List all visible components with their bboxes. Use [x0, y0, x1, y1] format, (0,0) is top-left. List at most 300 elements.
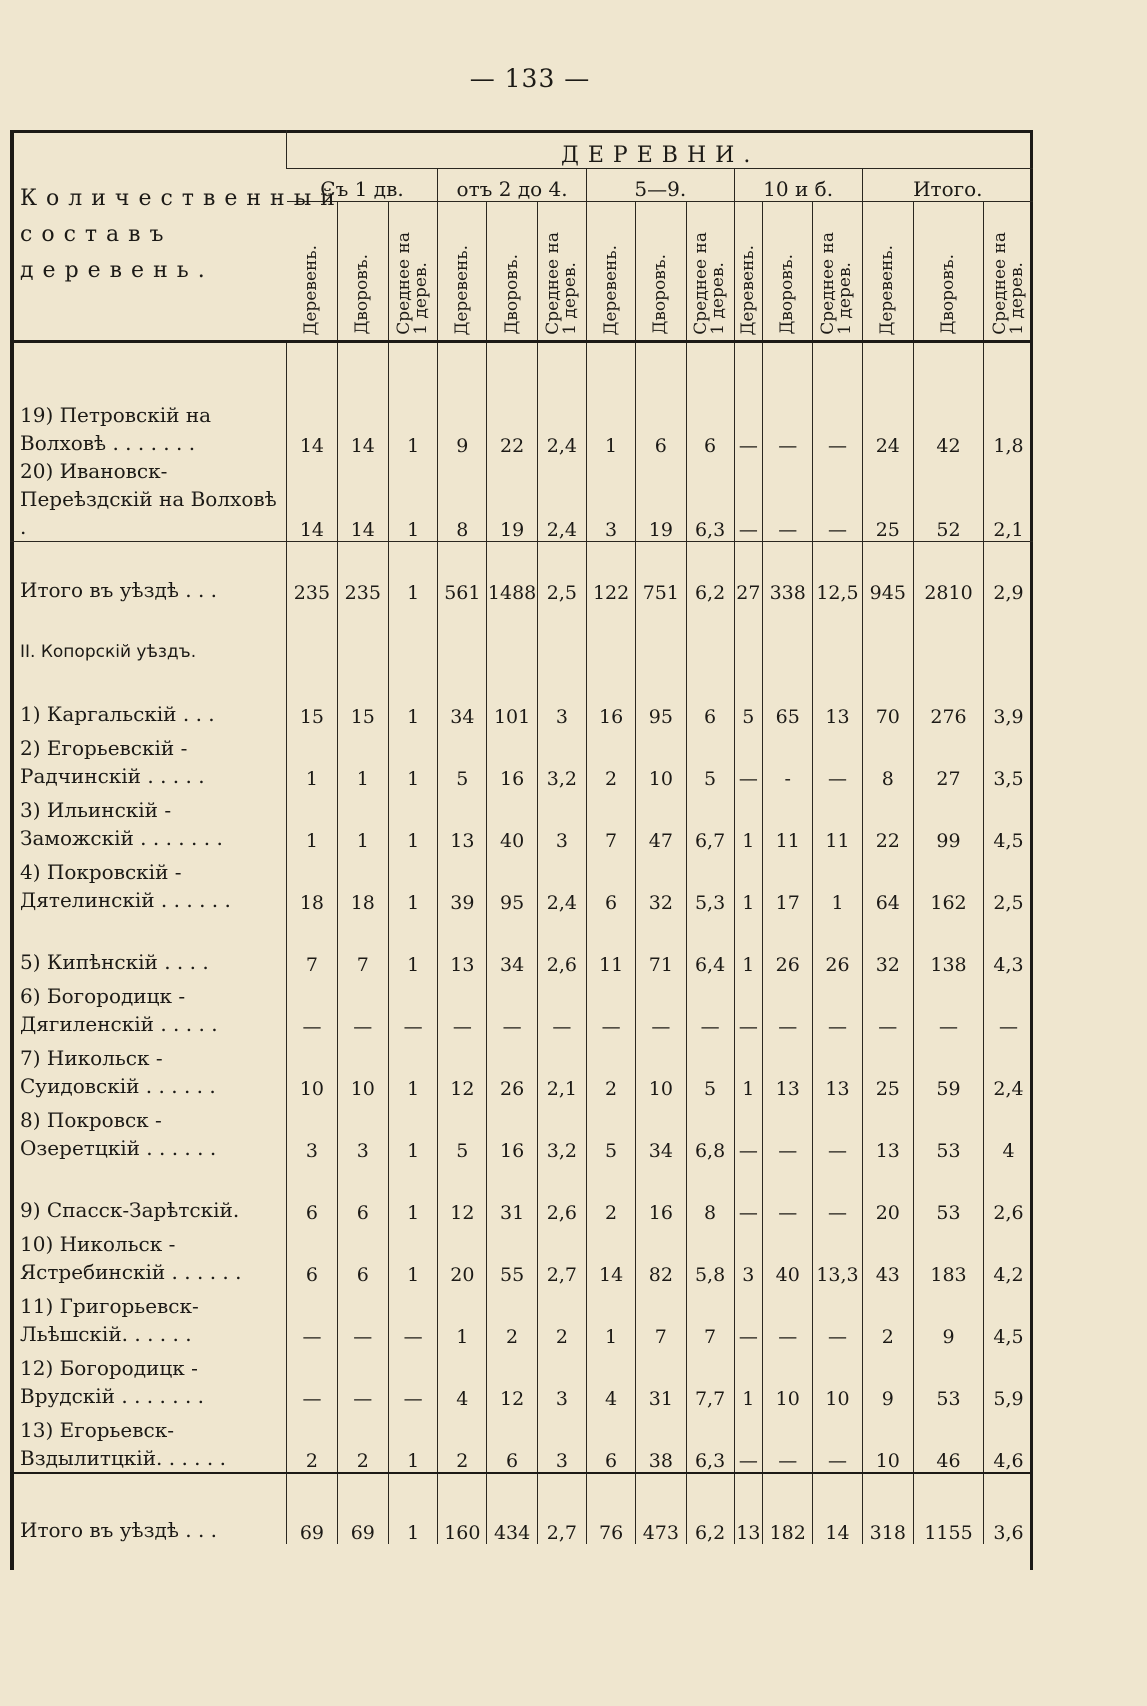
- table-cell: 2,7: [537, 1224, 586, 1286]
- table-cell: 6,7: [686, 790, 734, 852]
- statistics-table: [10, 130, 1033, 1544]
- table-cell: 338: [763, 542, 813, 605]
- table-cell: [636, 604, 686, 666]
- table-cell: 2: [337, 1410, 388, 1473]
- table-cell: 31: [636, 1348, 686, 1410]
- table-cell: 12,5: [813, 542, 862, 605]
- table-cell: —: [734, 1162, 762, 1224]
- table-cell: [586, 604, 635, 666]
- table-cell: 65: [763, 666, 813, 728]
- table-cell: [389, 604, 438, 666]
- table-cell: 1: [389, 852, 438, 914]
- table-cell: 5,9: [984, 1348, 1033, 1410]
- table-cell: 13: [813, 666, 862, 728]
- table-cell: 47: [636, 790, 686, 852]
- table-cell: 18: [337, 852, 388, 914]
- table-cell: 14: [337, 399, 388, 457]
- total-row: [10, 542, 1033, 605]
- row-label: 12) Богородицк - Врудскій . . . . . . .: [20, 1356, 205, 1408]
- table-cell: [686, 604, 734, 666]
- subheader-cell: [487, 202, 537, 342]
- table-cell: 14: [287, 399, 337, 457]
- table-row: [10, 728, 1033, 790]
- group-header: 10 и б.: [734, 169, 862, 202]
- table-cell: 1,8: [984, 399, 1033, 457]
- table-cell: 69: [287, 1473, 337, 1544]
- table-cell: 3: [537, 790, 586, 852]
- table-cell: 95: [636, 666, 686, 728]
- table-cell: 6: [686, 666, 734, 728]
- table-cell: [862, 604, 913, 666]
- column-subheader: Деревень.: [301, 244, 322, 335]
- page-number: — 133 —: [469, 64, 591, 93]
- table-cell: 69: [337, 1473, 388, 1544]
- table-cell: 31: [487, 1162, 537, 1224]
- table-cell: 55: [487, 1224, 537, 1286]
- table-row: [10, 1286, 1033, 1348]
- table-body: [10, 342, 1033, 1545]
- table-row: [10, 666, 1033, 728]
- table-cell: 1: [389, 1100, 438, 1162]
- subheader-cell: [686, 202, 734, 342]
- table-cell: [636, 342, 686, 400]
- table-cell: 1: [389, 790, 438, 852]
- table-cell: 2: [287, 1410, 337, 1473]
- table-cell: 561: [438, 542, 487, 605]
- table-cell: —: [813, 399, 862, 457]
- row-header: Количественный составъ деревень.: [10, 130, 287, 342]
- table-cell: 276: [914, 666, 984, 728]
- table-cell: 473: [636, 1473, 686, 1544]
- column-subheader: Деревень.: [600, 244, 621, 335]
- group-header: Съ 1 дв.: [287, 169, 438, 202]
- table-cell: —: [813, 976, 862, 1038]
- table-cell: 34: [438, 666, 487, 728]
- table-cell: 6: [586, 852, 635, 914]
- table-cell: 5,8: [686, 1224, 734, 1286]
- table-cell: 53: [914, 1100, 984, 1162]
- table-row: [10, 914, 1033, 976]
- table-cell: —: [337, 1286, 388, 1348]
- table-cell: 40: [763, 1224, 813, 1286]
- table-cell: [337, 604, 388, 666]
- table-cell: —: [636, 976, 686, 1038]
- table-cell: 6: [487, 1410, 537, 1473]
- table-cell: —: [487, 976, 537, 1038]
- table-cell: 13: [734, 1473, 762, 1544]
- table-cell: 1: [337, 790, 388, 852]
- table-cell: 1: [586, 1286, 635, 1348]
- column-subheader: Среднее на 1 дерев.: [394, 232, 432, 335]
- table-cell: 14: [287, 457, 337, 542]
- group-header: отъ 2 до 4.: [438, 169, 587, 202]
- table-cell: 15: [337, 666, 388, 728]
- table-cell: —: [813, 728, 862, 790]
- table-cell: —: [763, 1410, 813, 1473]
- row-label: 20) Ивановск-Переѣздскій на Волховѣ .: [20, 459, 277, 539]
- table-cell: —: [813, 1100, 862, 1162]
- table-row: [10, 1038, 1033, 1100]
- table-cell: [586, 342, 635, 400]
- table-cell: 53: [914, 1348, 984, 1410]
- row-label: Итого въ уѣздѣ . . .: [10, 542, 287, 605]
- table-cell: 9: [862, 1348, 913, 1410]
- table-cell: 3: [586, 457, 635, 542]
- table-cell: 1: [389, 1224, 438, 1286]
- table-cell: 26: [813, 914, 862, 976]
- table-cell: 5: [734, 666, 762, 728]
- table-cell: 6,3: [686, 1410, 734, 1473]
- table-cell: —: [763, 1100, 813, 1162]
- group-header: 5—9.: [586, 169, 734, 202]
- table-cell: 10: [287, 1038, 337, 1100]
- table-cell: 6: [337, 1162, 388, 1224]
- table-cell: 13: [438, 914, 487, 976]
- table-cell: 1: [734, 914, 762, 976]
- table-cell: —: [287, 976, 337, 1038]
- table-cell: 235: [287, 542, 337, 605]
- table-cell: 4,2: [984, 1224, 1033, 1286]
- table-cell: 17: [763, 852, 813, 914]
- table-cell: [984, 342, 1033, 400]
- table-cell: —: [984, 976, 1033, 1038]
- total-row: [10, 1473, 1033, 1544]
- table-cell: 26: [487, 1038, 537, 1100]
- table-cell: 40: [487, 790, 537, 852]
- table-cell: 95: [487, 852, 537, 914]
- table-cell: 34: [636, 1100, 686, 1162]
- table-cell: 1: [389, 666, 438, 728]
- column-subheader: Среднее на 1 дерев.: [691, 232, 729, 335]
- table-cell: —: [813, 457, 862, 542]
- table-row: [10, 399, 1033, 457]
- table-cell: [813, 342, 862, 400]
- table-cell: -: [763, 728, 813, 790]
- table-cell: 2810: [914, 542, 984, 605]
- table-cell: 945: [862, 542, 913, 605]
- table-cell: [287, 342, 337, 400]
- table-cell: 751: [636, 542, 686, 605]
- table-cell: 1: [337, 728, 388, 790]
- row-label: 4) Покровскій - Дятелинскій . . . . . .: [20, 860, 231, 912]
- column-subheader: Дворовъ.: [352, 254, 373, 335]
- table-row: [10, 1162, 1033, 1224]
- table-cell: 2: [438, 1410, 487, 1473]
- table-cell: 5: [686, 1038, 734, 1100]
- table-cell: —: [763, 1162, 813, 1224]
- table-cell: 5: [438, 728, 487, 790]
- table-cell: 9: [914, 1286, 984, 1348]
- table-cell: —: [734, 399, 762, 457]
- table-cell: 1: [438, 1286, 487, 1348]
- column-subheader: Дворовъ.: [650, 254, 671, 335]
- table-cell: 1: [734, 1038, 762, 1100]
- column-subheader: Среднее на 1 дерев.: [542, 232, 580, 335]
- table-cell: 22: [862, 790, 913, 852]
- row-label: 11) Григорьевск-Льѣшскій. . . . . .: [20, 1294, 199, 1346]
- table-cell: —: [734, 976, 762, 1038]
- table-cell: —: [763, 457, 813, 542]
- table-cell: 71: [636, 914, 686, 976]
- table-cell: 13,3: [813, 1224, 862, 1286]
- table-cell: 70: [862, 666, 913, 728]
- table-cell: 2,9: [984, 542, 1033, 605]
- table-cell: [813, 604, 862, 666]
- table-row: [10, 1348, 1033, 1410]
- table-cell: 22: [487, 399, 537, 457]
- table-cell: —: [734, 1286, 762, 1348]
- group-header: Итого.: [862, 169, 1033, 202]
- table-cell: 6: [686, 399, 734, 457]
- table-cell: —: [287, 1348, 337, 1410]
- table-cell: 7: [337, 914, 388, 976]
- table-cell: 122: [586, 542, 635, 605]
- table-cell: —: [813, 1286, 862, 1348]
- table-cell: 10: [763, 1348, 813, 1410]
- table-row: [10, 790, 1033, 852]
- spacer-row: [10, 342, 1033, 400]
- table-cell: 64: [862, 852, 913, 914]
- table-cell: —: [763, 399, 813, 457]
- table-cell: 1: [734, 790, 762, 852]
- table-cell: [984, 604, 1033, 666]
- table-cell: 2,6: [537, 914, 586, 976]
- table-cell: —: [734, 457, 762, 542]
- table-row: [10, 976, 1033, 1038]
- table-cell: —: [337, 1348, 388, 1410]
- table-cell: 3: [337, 1100, 388, 1162]
- table-row: [10, 1100, 1033, 1162]
- row-label: 8) Покровск - Озеретцкій . . . . . .: [20, 1108, 217, 1160]
- super-header: ДЕРЕВНИ.: [287, 130, 1033, 169]
- row-label: 6) Богородицк - Дягиленскій . . . . .: [20, 984, 218, 1036]
- table-cell: 14: [813, 1473, 862, 1544]
- table-cell: 34: [487, 914, 537, 976]
- table-cell: 2,6: [984, 1162, 1033, 1224]
- table-cell: —: [438, 976, 487, 1038]
- table-cell: 2,4: [537, 399, 586, 457]
- table-cell: —: [389, 976, 438, 1038]
- row-label: 1) Каргальскій . . .: [20, 702, 215, 726]
- table-cell: 2: [862, 1286, 913, 1348]
- table-cell: 2: [586, 728, 635, 790]
- table-cell: 3,2: [537, 1100, 586, 1162]
- table-cell: 1: [389, 728, 438, 790]
- table-cell: 27: [734, 542, 762, 605]
- table-row: [10, 1224, 1033, 1286]
- row-label: 7) Никольск - Суидовскій . . . . . .: [20, 1046, 216, 1098]
- table-cell: 1: [389, 1410, 438, 1473]
- table-cell: 4: [438, 1348, 487, 1410]
- table-cell: 2,6: [537, 1162, 586, 1224]
- table-cell: 10: [636, 1038, 686, 1100]
- table-cell: 16: [487, 728, 537, 790]
- subheader-cell: [984, 202, 1033, 342]
- table-cell: 1: [734, 852, 762, 914]
- table-cell: 7: [636, 1286, 686, 1348]
- table-cell: 46: [914, 1410, 984, 1473]
- table-cell: 8: [438, 457, 487, 542]
- table-cell: 99: [914, 790, 984, 852]
- table-cell: 2: [586, 1162, 635, 1224]
- table-cell: 11: [813, 790, 862, 852]
- table-cell: 2,5: [537, 542, 586, 605]
- table-cell: [438, 342, 487, 400]
- table-cell: [537, 604, 586, 666]
- table-cell: [389, 342, 438, 400]
- subheader-cell: [862, 202, 913, 342]
- table-cell: [686, 342, 734, 400]
- table-cell: —: [389, 1348, 438, 1410]
- table-cell: [914, 342, 984, 400]
- table-cell: 2: [487, 1286, 537, 1348]
- table-cell: 32: [862, 914, 913, 976]
- table-cell: 2,1: [984, 457, 1033, 542]
- table-cell: 8: [862, 728, 913, 790]
- row-label: 9) Спасск-Зарѣтскій.: [20, 1198, 240, 1222]
- table-cell: —: [763, 976, 813, 1038]
- table-cell: 1: [389, 542, 438, 605]
- table-cell: 6: [287, 1224, 337, 1286]
- table-cell: —: [914, 976, 984, 1038]
- column-subheader: Среднее на 1 дерев.: [989, 232, 1027, 335]
- table-cell: 7: [586, 790, 635, 852]
- table-cell: 6,4: [686, 914, 734, 976]
- table-cell: 5,3: [686, 852, 734, 914]
- column-subheader: Деревень.: [877, 244, 898, 335]
- table-cell: 1488: [487, 542, 537, 605]
- table-cell: —: [862, 976, 913, 1038]
- table-cell: 12: [438, 1038, 487, 1100]
- row-label: 10) Никольск - Ястребинскій . . . . . .: [20, 1232, 242, 1284]
- table-cell: 10: [813, 1348, 862, 1410]
- table-cell: 5: [586, 1100, 635, 1162]
- table-cell: 1: [389, 457, 438, 542]
- table-row: [10, 457, 1033, 542]
- table-cell: 101: [487, 666, 537, 728]
- column-subheader: Среднее на 1 дерев.: [818, 232, 856, 335]
- table-cell: 3: [734, 1224, 762, 1286]
- table-cell: 3,5: [984, 728, 1033, 790]
- table-cell: 18: [287, 852, 337, 914]
- table-cell: 12: [487, 1348, 537, 1410]
- table-cell: 1: [586, 399, 635, 457]
- column-subheader: Дворовъ.: [501, 254, 522, 335]
- table-cell: 27: [914, 728, 984, 790]
- row-label: 13) Егорьевск-Вздылитцкій. . . . . .: [20, 1418, 226, 1470]
- subheader-cell: [438, 202, 487, 342]
- table-cell: [914, 604, 984, 666]
- table-cell: —: [389, 1286, 438, 1348]
- table-cell: 13: [862, 1100, 913, 1162]
- table-cell: 4: [984, 1100, 1033, 1162]
- subheader-cell: [537, 202, 586, 342]
- table-cell: 13: [438, 790, 487, 852]
- table-cell: 82: [636, 1224, 686, 1286]
- table-cell: 3: [287, 1100, 337, 1162]
- table-cell: 16: [586, 666, 635, 728]
- table-cell: —: [337, 976, 388, 1038]
- table-cell: [734, 604, 762, 666]
- table-cell: —: [287, 1286, 337, 1348]
- table-cell: 1: [389, 399, 438, 457]
- table-cell: 3,6: [984, 1473, 1033, 1544]
- table-cell: 4: [586, 1348, 635, 1410]
- subheader-cell: [763, 202, 813, 342]
- table-cell: 3: [537, 1348, 586, 1410]
- table-cell: 10: [337, 1038, 388, 1100]
- table-cell: 182: [763, 1473, 813, 1544]
- table-cell: 2,4: [537, 457, 586, 542]
- table-cell: 38: [636, 1410, 686, 1473]
- table-cell: 10: [862, 1410, 913, 1473]
- table-cell: —: [734, 1410, 762, 1473]
- table-cell: —: [537, 976, 586, 1038]
- table-cell: 43: [862, 1224, 913, 1286]
- table-cell: 25: [862, 457, 913, 542]
- table-cell: 1: [389, 1038, 438, 1100]
- table-cell: 1: [813, 852, 862, 914]
- table-cell: [487, 604, 537, 666]
- subheader-cell: [586, 202, 635, 342]
- subheader-cell: [636, 202, 686, 342]
- table-cell: [862, 342, 913, 400]
- table-cell: 7: [686, 1286, 734, 1348]
- table-cell: 20: [862, 1162, 913, 1224]
- table-cell: 13: [763, 1038, 813, 1100]
- table-cell: 2: [537, 1286, 586, 1348]
- table-cell: 59: [914, 1038, 984, 1100]
- table-cell: 3,9: [984, 666, 1033, 728]
- table-cell: 4,6: [984, 1410, 1033, 1473]
- table-cell: 11: [763, 790, 813, 852]
- table-cell: 26: [763, 914, 813, 976]
- table-cell: [487, 342, 537, 400]
- row-label: 5) Кипѣнскій . . . .: [20, 950, 209, 974]
- table-cell: 1155: [914, 1473, 984, 1544]
- table-cell: 1: [734, 1348, 762, 1410]
- table-cell: 53: [914, 1162, 984, 1224]
- table-cell: [734, 342, 762, 400]
- table-cell: 6: [337, 1224, 388, 1286]
- table-cell: 235: [337, 542, 388, 605]
- table-cell: 3: [537, 666, 586, 728]
- table-cell: 160: [438, 1473, 487, 1544]
- subheader-cell: [389, 202, 438, 342]
- table-cell: 1: [287, 728, 337, 790]
- table-cell: 138: [914, 914, 984, 976]
- table-cell: 11: [586, 914, 635, 976]
- table-cell: 6,2: [686, 1473, 734, 1544]
- column-subheader: Дворовъ.: [777, 254, 798, 335]
- table-cell: —: [586, 976, 635, 1038]
- row-label: [10, 342, 287, 400]
- table-cell: 1: [287, 790, 337, 852]
- table-cell: 4,3: [984, 914, 1033, 976]
- table-cell: 76: [586, 1473, 635, 1544]
- table-cell: 12: [438, 1162, 487, 1224]
- table-cell: 1: [389, 914, 438, 976]
- subheader-cell: [734, 202, 762, 342]
- table-cell: 2,4: [537, 852, 586, 914]
- table-cell: 10: [636, 728, 686, 790]
- column-subheader: Деревень.: [451, 244, 472, 335]
- table-cell: [763, 342, 813, 400]
- subheader-cell: [914, 202, 984, 342]
- table-cell: 318: [862, 1473, 913, 1544]
- table-cell: 7: [287, 914, 337, 976]
- subheader-cell: [337, 202, 388, 342]
